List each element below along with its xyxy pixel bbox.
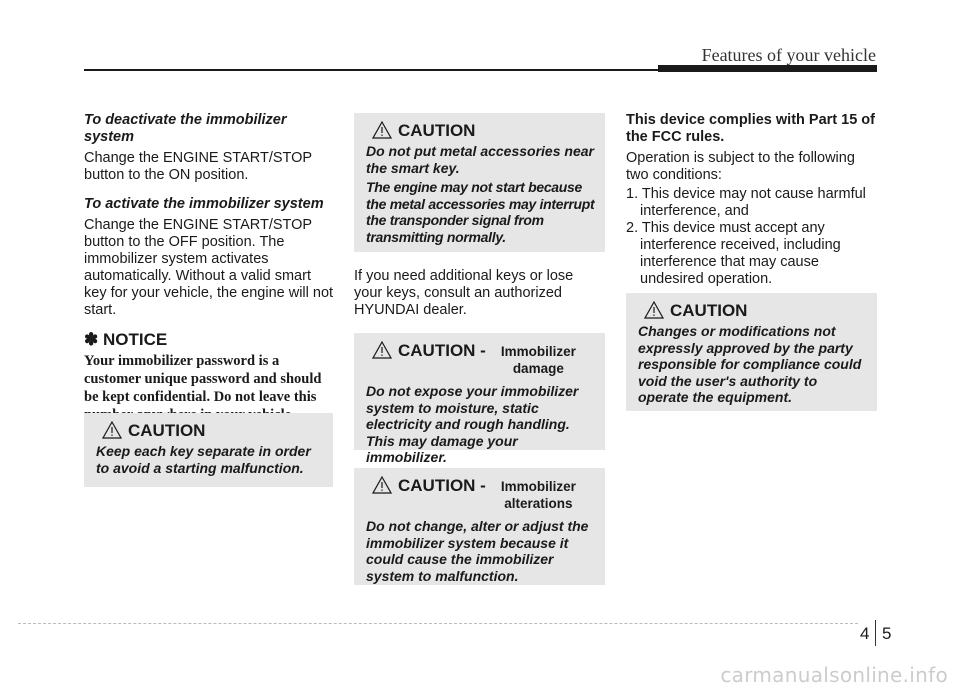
warning-triangle-icon [372, 476, 392, 494]
notice-symbol-icon: ✽ [84, 330, 99, 349]
warning-triangle-icon [372, 341, 392, 359]
notice-text: Your immobilizer password is a customer unique password and should be kept confidential. Do not leave this [84, 353, 322, 405]
caution-box-immobilizer-damage [354, 333, 605, 465]
caution-text: Keep each key separate in order to avoid a starting malfunction. [96, 443, 311, 476]
deactivate-heading: To deactivate the immobilizer system [84, 112, 287, 145]
caution-text: Do not change, alter or adjust the immobilizer system because it could cause the immobilizer system to malfunction. [366, 518, 589, 584]
caution-box-immobilizer-alterations [354, 468, 605, 585]
caution-title: CAUTION - [398, 476, 486, 495]
caution-box-metal-accessories [354, 113, 605, 252]
fcc-intro: Operation is subject to the following two conditions: [626, 150, 855, 183]
caution-title-row [644, 301, 867, 320]
activate-text: Change the ENGINE START/STOP button to the OFF position. The immobilizer system activates automatically. Without a valid smart key for your vehicle, the engine will not start. [84, 217, 334, 318]
caution-text: The engine may not start because the metal accessories may interrupt the transponder signal from transmitting normally. [366, 179, 595, 245]
caution-subtitle: Immobilizer damage [500, 344, 576, 376]
fcc-heading: This device complies with Part 15 of the FCC rules. [626, 112, 875, 145]
page-number: 5 [882, 624, 892, 643]
footer-dashed-line [18, 623, 858, 624]
activate-heading: To activate the immobilizer system [84, 196, 324, 212]
caution-title-row [372, 476, 595, 512]
header-rule-thin [84, 69, 660, 71]
notice-title [84, 331, 334, 348]
fcc-conditions-list [626, 186, 877, 288]
list-item: 2. This device must accept any interference received, including interference that may cause undesired operation. [626, 220, 841, 287]
caution-title: CAUTION [128, 421, 206, 440]
right-column [626, 112, 877, 288]
caution-subtitle: Immobilizer alterations [500, 479, 576, 511]
watermark: carmanualsonline.info [720, 663, 948, 687]
header-rule-thick [658, 65, 877, 72]
caution-box-fcc [626, 293, 877, 411]
warning-triangle-icon [102, 421, 122, 439]
caution-title-row [372, 341, 595, 377]
caution-box-key-separate [84, 413, 333, 487]
header-title: Features of your vehicle [701, 45, 876, 65]
notice-title-text: NOTICE [102, 330, 168, 349]
middle-column-text [354, 268, 605, 327]
warning-triangle-icon [644, 301, 664, 319]
left-column [84, 112, 334, 424]
list-item: 1. This device may not cause harmful interference, and [626, 186, 866, 219]
page-number-separator [875, 620, 876, 646]
caution-lead: Do not put metal accessories near the smart key. [366, 143, 594, 176]
caution-text: Do not expose your immobilizer system to moisture, static electricity and rough handling. This may damage your immobilizer. [366, 383, 579, 465]
deactivate-text: Change the ENGINE START/STOP button to the ON position. [84, 150, 312, 183]
caution-title-row [102, 421, 323, 440]
caution-text: Changes or modifications not expressly approved by the party responsible for compliance could void the user's authority to operate the equipment. [638, 323, 862, 405]
caution-title: CAUTION [670, 301, 748, 320]
caution-title: CAUTION [398, 121, 476, 140]
caution-title-row [372, 121, 595, 140]
chapter-number: 4 [860, 624, 870, 643]
caution-title: CAUTION - [398, 341, 486, 360]
warning-triangle-icon [372, 121, 392, 139]
additional-keys-text: If you need additional keys or lose your keys, consult an authorized HYUNDAI dealer. [354, 268, 574, 318]
